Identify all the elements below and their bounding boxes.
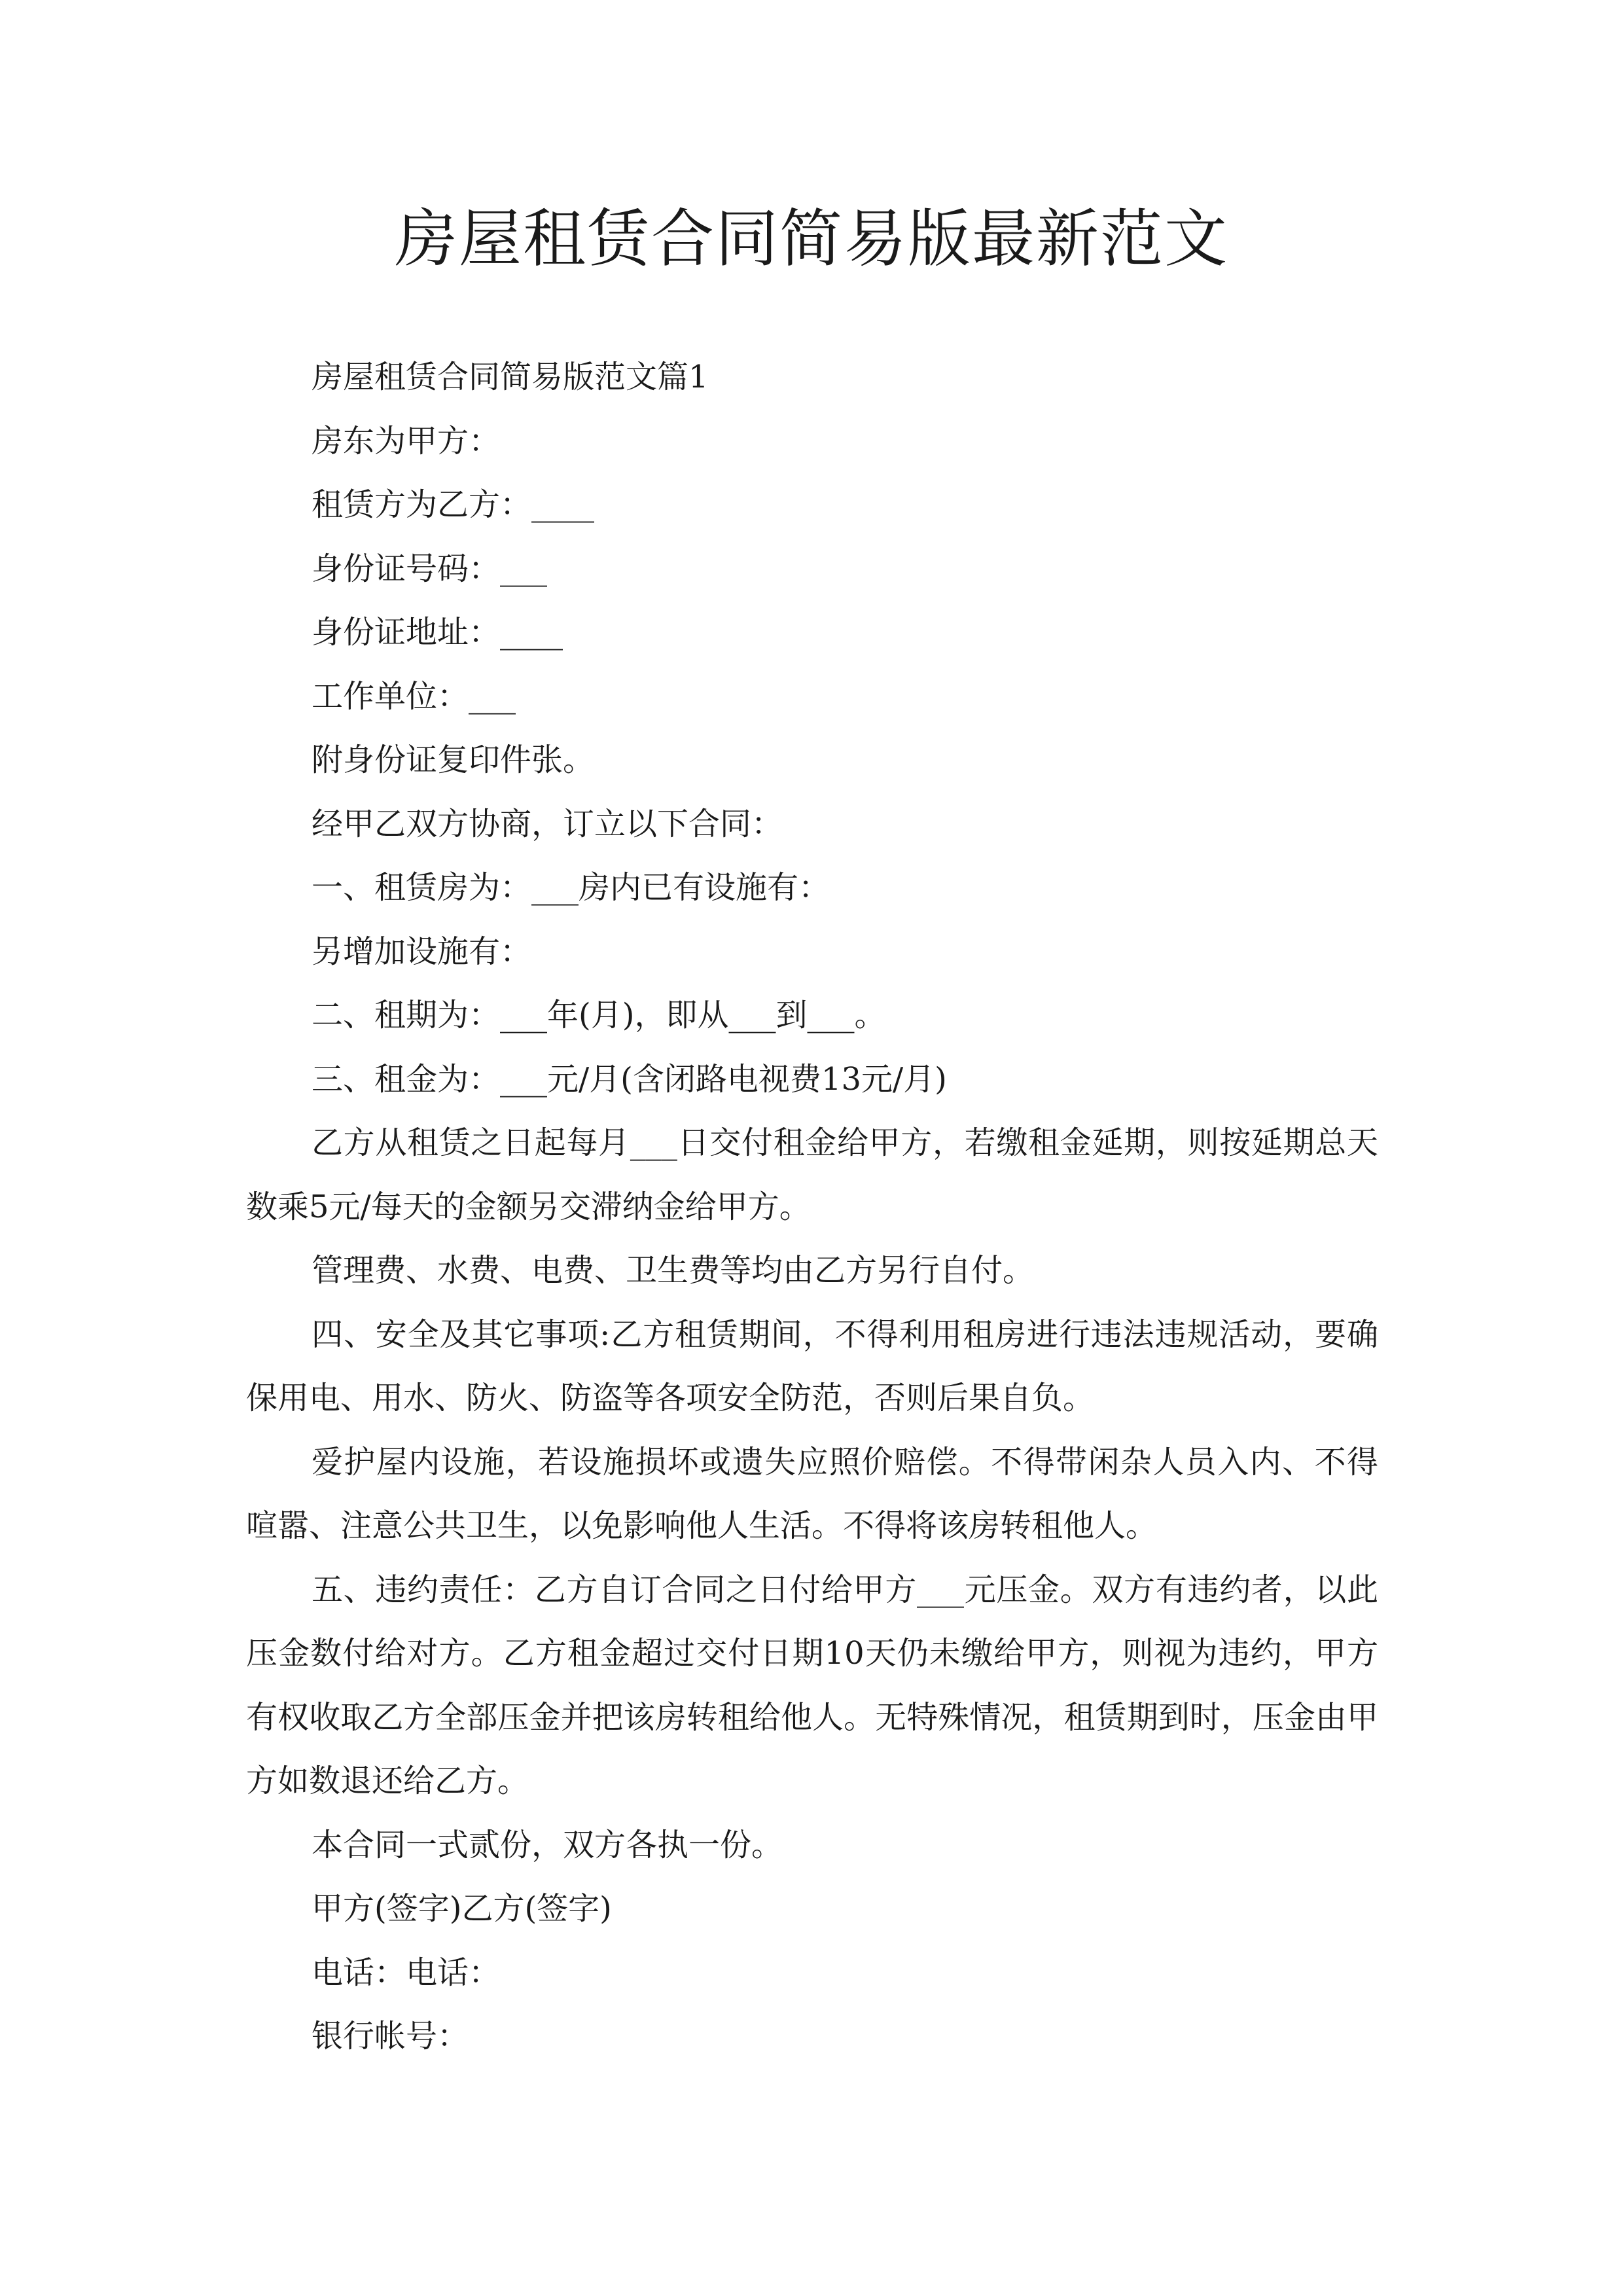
paragraph-agreement: 经甲乙双方协商，订立以下合同： [312,805,783,842]
paragraph-extra-facilities: 另增加设施有： [312,933,532,970]
document-body [246,346,1378,2069]
paragraph-id-copy: 附身份证复印件张。 [312,742,595,778]
paragraph-tenant: 租赁方为乙方：____ [312,486,595,523]
paragraph-rent-payment: 乙方从租赁之日起每月___日交付租金给甲方，若缴租金延期，则按延期总天数乘5元/每天的金额另交滞纳金给甲方。 [246,1124,1378,1225]
paragraph-clause-3: 三、租金为：___元/月(含闭路电视费13元/月) [312,1060,947,1098]
document-title: 房屋租赁合同简易版最新范文 [395,202,1228,276]
paragraph-landlord: 房东为甲方： [312,422,501,459]
paragraph-clause-2: 二、租期为：___年(月)，即从___到___。 [312,997,886,1033]
paragraph-copies: 本合同一式贰份，双方各执一份。 [312,1826,783,1863]
paragraph-id-number: 身份证号码：___ [312,550,548,587]
paragraph-phone: 电话：电话： [312,1954,501,1991]
paragraph-clause-4: 四、安全及其它事项:乙方租赁期间，不得利用租房进行违法违规活动，要确保用电、用水、防火、防盗等各项安全防范，否则后果自负。 [246,1316,1378,1416]
paragraph-clause-1: 一、租赁房为：___房内已有设施有： [312,869,830,906]
paragraph-work-unit: 工作单位：___ [312,677,516,715]
paragraph-heading: 房屋租赁合同简易版范文篇1 [312,359,709,395]
paragraph-fees: 管理费、水费、电费、卫生费等均由乙方另行自付。 [312,1252,1035,1289]
paragraph-id-address: 身份证地址：____ [312,614,563,651]
paragraph-signatures: 甲方(签字)乙方(签字) [312,1890,612,1927]
paragraph-facilities-care: 爱护屋内设施，若设施损坏或遗失应照价赔偿。不得带闲杂人员入内、不得喧嚣、注意公共卫生，以免影响他人生活。不得将该房转租他人。 [246,1443,1378,1544]
paragraph-bank-account: 银行帐号： [312,2018,469,2054]
paragraph-clause-5: 五、违约责任：乙方自订合同之日付给甲方___元压金。双方有违约者，以此压金数付给对方。乙方租金超过交付日期10天仍未缴给甲方，则视为违约，甲方有权收取乙方全部压金并把该房转租给他人。无特殊情况，租赁期到时，压金由甲方如数退还给乙方。 [246,1571,1378,1799]
